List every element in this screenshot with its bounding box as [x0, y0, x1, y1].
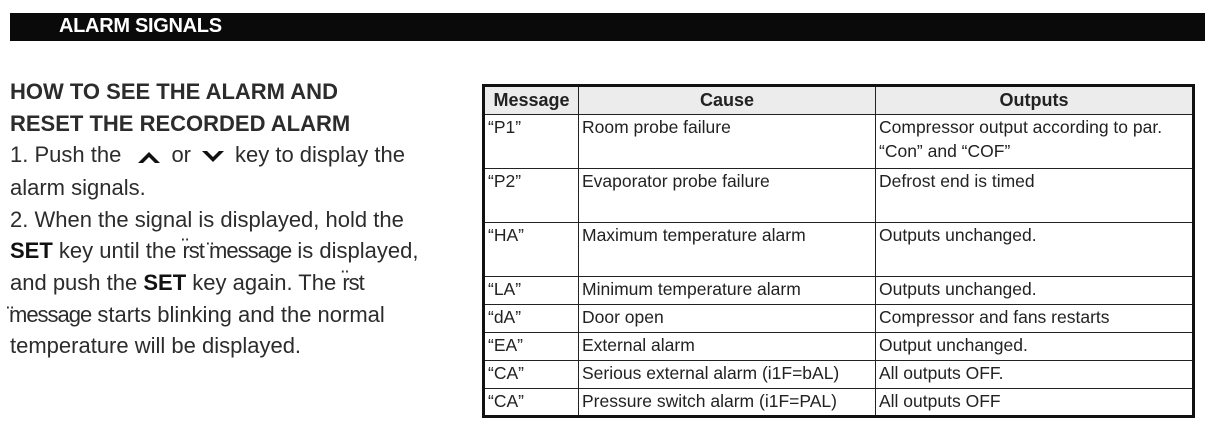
cell-message: “EA” — [484, 333, 579, 361]
step2-text-d: key again. The — [192, 269, 337, 295]
cell-message: “P1” — [484, 115, 579, 169]
cell-cause: Door open — [579, 305, 876, 333]
table-row — [484, 223, 1194, 277]
section-header-bar — [10, 13, 1205, 41]
chevron-down-icon — [201, 141, 225, 173]
section-title: ALARM SIGNALS — [59, 15, 222, 37]
table-row — [484, 169, 1194, 223]
step1-text-a: 1. Push the — [10, 142, 122, 168]
column-header-cause: Cause — [579, 86, 876, 115]
instructions-step1 — [10, 139, 450, 204]
table-row — [484, 115, 1194, 169]
table-row — [484, 361, 1194, 389]
chevron-up-icon — [137, 141, 161, 173]
cell-outputs: Output unchanged. — [876, 333, 1194, 361]
table-row — [484, 305, 1194, 333]
cell-outputs: Compressor output according to par. “Con” and “COF” — [876, 115, 1194, 169]
cell-message: “HA” — [484, 223, 579, 277]
instructions-block — [10, 76, 450, 362]
set-key-label-2: SET — [143, 269, 187, 295]
cell-outputs: Outputs unchanged. — [876, 223, 1194, 277]
table-header-row — [484, 86, 1194, 115]
cell-outputs: All outputs OFF. — [876, 361, 1194, 389]
cell-cause: Room probe failure — [579, 115, 876, 169]
cell-cause: Maximum temperature alarm — [579, 223, 876, 277]
step1-text-b: key to display the alarm signals. — [10, 142, 405, 201]
step2-text-c: is displayed, and push the — [10, 238, 419, 295]
instructions-step2 — [10, 204, 450, 362]
cell-cause: Serious external alarm (i1F=bAL) — [579, 361, 876, 389]
first-message-label: r̈st ̈message — [182, 238, 292, 264]
cell-cause: External alarm — [579, 333, 876, 361]
column-header-message: Message — [484, 86, 579, 115]
instructions-heading-line1: HOW TO SEE THE ALARM AND — [10, 79, 338, 104]
step2-text-e: starts blinking and the normal temperature will be displayed. — [10, 301, 385, 359]
cell-outputs: Compressor and fans restarts — [876, 305, 1194, 333]
alarm-signals-table — [482, 84, 1195, 418]
step2-text-a: 2. When the signal is displayed, hold the — [10, 206, 404, 232]
cell-message: “P2” — [484, 169, 579, 223]
cell-outputs: Outputs unchanged. — [876, 277, 1194, 305]
first-message-label-2: r̈st ̈message — [10, 269, 364, 327]
cell-cause: Evaporator probe failure — [579, 169, 876, 223]
table-row — [484, 333, 1194, 361]
cell-message: “CA” — [484, 389, 579, 417]
step2-text-b: key until the — [58, 238, 177, 264]
set-key-label: SET — [10, 238, 53, 264]
instructions-heading-line2: RESET THE RECORDED ALARM — [10, 110, 351, 136]
cell-cause: Minimum temperature alarm — [579, 277, 876, 305]
cell-message: “LA” — [484, 277, 579, 305]
step1-or-text: or — [171, 142, 191, 168]
column-header-outputs: Outputs — [876, 86, 1194, 115]
table-row — [484, 277, 1194, 305]
cell-outputs: Defrost end is timed — [876, 169, 1194, 223]
cell-outputs: All outputs OFF — [876, 389, 1194, 417]
cell-message: “dA” — [484, 305, 579, 333]
table-row — [484, 389, 1194, 417]
cell-message: “CA” — [484, 361, 579, 389]
cell-cause: Pressure switch alarm (i1F=PAL) — [579, 389, 876, 417]
